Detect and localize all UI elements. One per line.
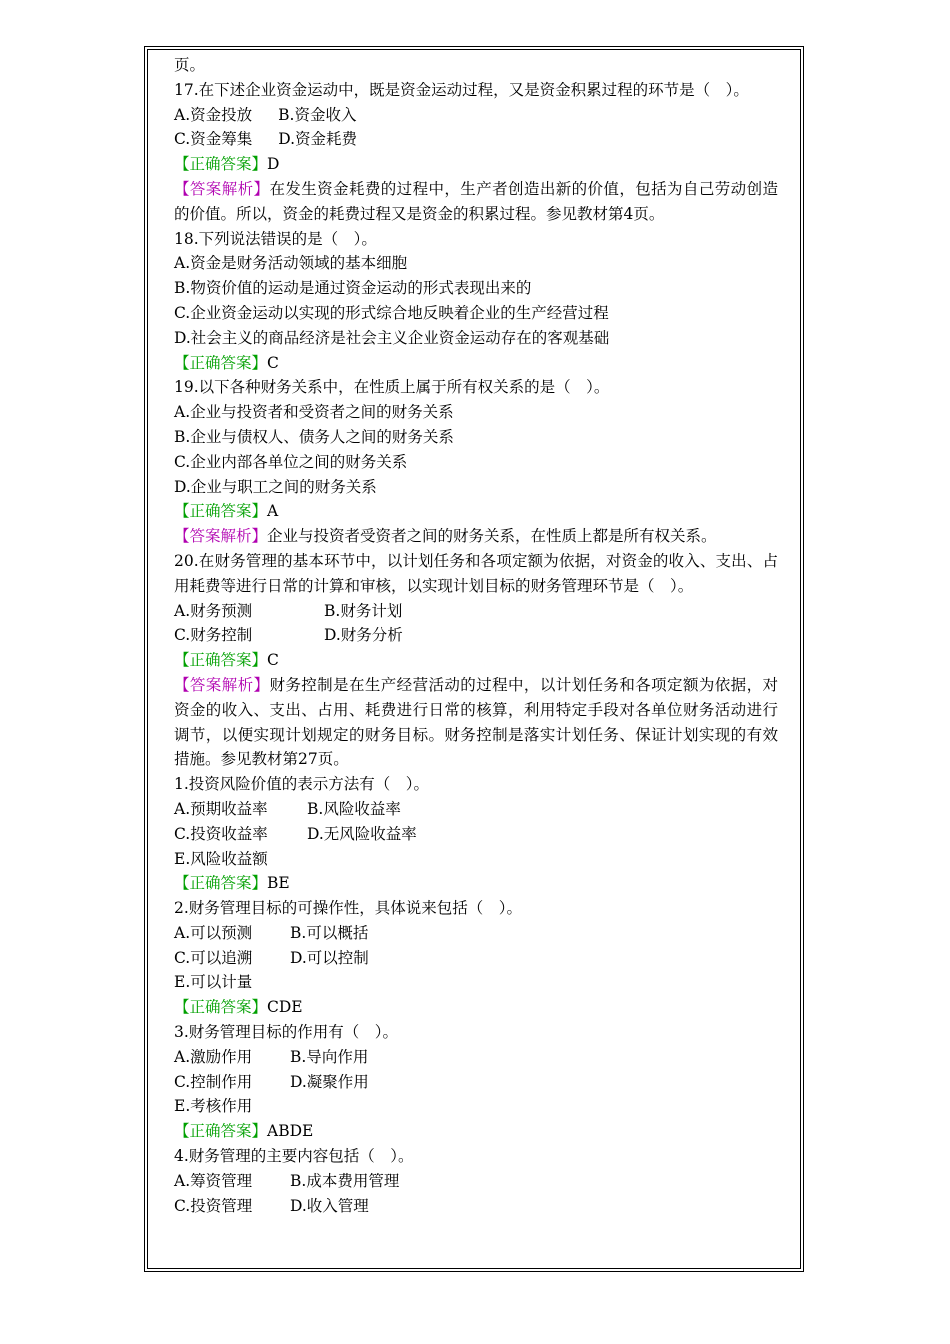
option-row: [174, 1194, 778, 1219]
option-row: [174, 946, 778, 971]
option: A.资金投放: [174, 105, 253, 124]
answer-value: BE: [267, 874, 290, 893]
option: C.投资收益率: [174, 824, 268, 843]
option: A.筹资管理: [174, 1171, 253, 1190]
option: B.企业与债权人、债务人之间的财务关系: [174, 427, 454, 446]
option: B.导向作用: [290, 1047, 369, 1066]
option: D.无风险收益率: [307, 824, 417, 843]
option: C.企业内部各单位之间的财务关系: [174, 452, 408, 471]
analysis-label: 【答案解析】: [174, 179, 270, 198]
option: B.风险收益率: [307, 799, 401, 818]
answer-line: [174, 351, 778, 376]
option: D.财务分析: [324, 626, 403, 645]
option: E.考核作用: [174, 1097, 253, 1116]
answer-line: [174, 871, 778, 896]
answer-label: 【正确答案】: [174, 155, 268, 174]
option: C.控制作用: [174, 1072, 253, 1091]
answer-label: 【正确答案】: [174, 874, 268, 893]
option: A.财务预测: [174, 601, 253, 620]
option: D.资金耗费: [278, 130, 358, 149]
option: D.收入管理: [290, 1196, 369, 1215]
question-19-stem: 19.以下各种财务关系中，在性质上属于所有权关系的是（ ）。: [174, 378, 610, 397]
question-m1-stem: 1.投资风险价值的表示方法有（ ）。: [174, 775, 430, 794]
analysis-text: 企业与投资者受资者之间的财务关系，在性质上都是所有权关系。: [267, 527, 717, 546]
option: B.可以概括: [290, 923, 369, 942]
option: A.预期收益率: [174, 799, 268, 818]
analysis-label: 【答案解析】: [174, 527, 268, 546]
analysis-text: 财务控制是在生产经营活动的过程中，以计划任务和各项定额为依据，对资金的收入、支出、占用、耗费进行日常的核算，利用特定手段对各单位财务活动进行调节，以便实现计划规定的财务目标。财务控制是落实计划任务、保证计划实现的有效措施。参见教材第27页。: [174, 675, 778, 769]
answer-value: C: [267, 651, 279, 670]
answer-line: [174, 499, 778, 524]
answer-label: 【正确答案】: [174, 651, 268, 670]
answer-line: [174, 1119, 778, 1144]
continued-text: 页。: [174, 56, 206, 74]
answer-label: 【正确答案】: [174, 353, 268, 372]
question-m3-stem: 3.财务管理目标的作用有（ ）。: [174, 1023, 399, 1042]
answer-label: 【正确答案】: [174, 998, 268, 1017]
option: A.可以预测: [174, 923, 253, 942]
answer-line: [174, 152, 778, 177]
option: E.风险收益额: [174, 849, 268, 868]
answer-value: ABDE: [267, 1122, 314, 1141]
option-row: [174, 1070, 778, 1095]
analysis-block: [174, 524, 778, 549]
option-row: [174, 623, 778, 648]
question-20-stem: 20.在财务管理的基本环节中，以计划任务和各项定额为依据，对资金的收入、支出、占用耗费等进行日常的计算和审核，以实现计划目标的财务管理环节是（ ）。: [174, 551, 778, 595]
option: A.激励作用: [174, 1047, 253, 1066]
question-m4-stem: 4.财务管理的主要内容包括（ ）。: [174, 1147, 414, 1166]
option-row: [174, 1169, 778, 1194]
option-row: [174, 127, 778, 152]
answer-label: 【正确答案】: [174, 1122, 268, 1141]
answer-line: [174, 648, 778, 673]
option: D.可以控制: [290, 948, 369, 967]
option: E.可以计量: [174, 973, 253, 992]
answer-value: D: [267, 155, 280, 174]
option: C.资金筹集: [174, 130, 253, 149]
analysis-text: 在发生资金耗费的过程中，生产者创造出新的价值，包括为自己劳动创造的价值。所以，资金的耗费过程又是资金的积累过程。参见教材第4页。: [174, 179, 778, 223]
option-row: [174, 599, 778, 624]
option-row: [174, 921, 778, 946]
option-row: [174, 822, 778, 847]
option: B.成本费用管理: [290, 1171, 400, 1190]
option: A.资金是财务活动领域的基本细胞: [174, 254, 408, 273]
option: D.社会主义的商品经济是社会主义企业资金运动存在的客观基础: [174, 328, 610, 347]
analysis-label: 【答案解析】: [174, 675, 270, 694]
option-row: [174, 103, 778, 128]
analysis-block: [174, 177, 778, 227]
question-18-stem: 18.下列说法错误的是（ ）。: [174, 229, 377, 248]
answer-label: 【正确答案】: [174, 502, 268, 521]
analysis-block: [174, 673, 778, 772]
answer-value: C: [267, 353, 279, 372]
option: C.投资管理: [174, 1196, 253, 1215]
option: C.财务控制: [174, 626, 253, 645]
option: B.财务计划: [324, 601, 403, 620]
question-17-stem: 17.在下述企业资金运动中，既是资金运动过程，又是资金积累过程的环节是（ ）。: [174, 80, 749, 99]
option: B.物资价值的运动是通过资金运动的形式表现出来的: [174, 279, 532, 298]
answer-value: A: [267, 502, 279, 521]
answer-line: [174, 995, 778, 1020]
answer-value: CDE: [267, 998, 303, 1017]
option-row: [174, 1045, 778, 1070]
option: D.凝聚作用: [290, 1072, 369, 1091]
option-row: [174, 797, 778, 822]
document-body: [174, 53, 778, 1218]
option: C.可以追溯: [174, 948, 253, 967]
option: C.企业资金运动以实现的形式综合地反映着企业的生产经营过程: [174, 303, 609, 322]
option: B.资金收入: [278, 105, 357, 124]
option: D.企业与职工之间的财务关系: [174, 477, 377, 496]
question-m2-stem: 2.财务管理目标的可操作性，具体说来包括（ ）。: [174, 899, 523, 918]
option: A.企业与投资者和受资者之间的财务关系: [174, 403, 454, 422]
